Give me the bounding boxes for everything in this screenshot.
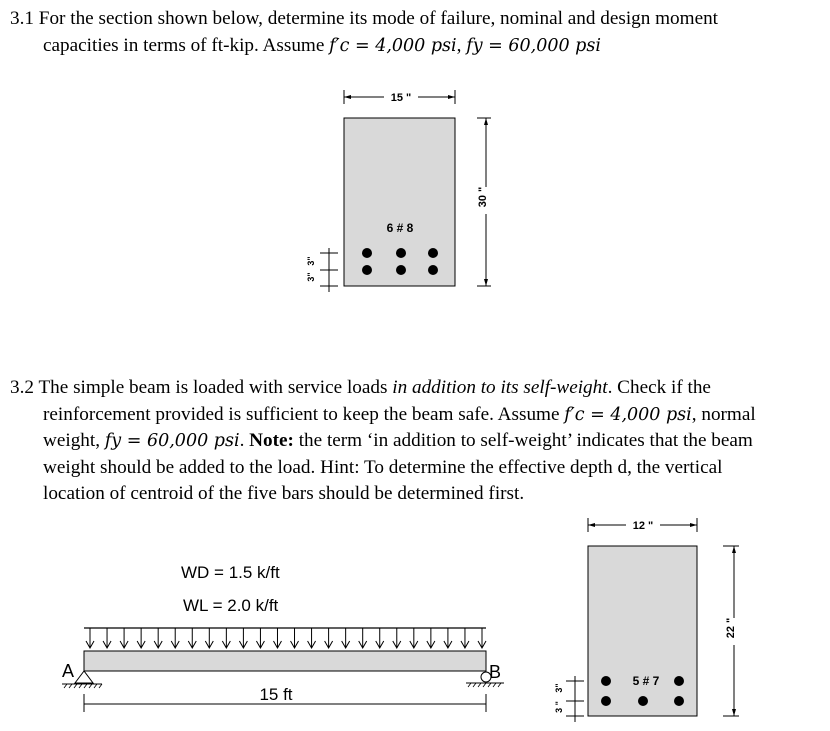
load-arrow: [376, 628, 384, 648]
problem-3-2-text-2b: , normal: [691, 403, 756, 425]
load-arrow: [393, 628, 401, 648]
load-arrow: [308, 628, 316, 648]
cover-dimension: [554, 676, 584, 722]
beam-cross-section: [588, 546, 697, 716]
section-height-label: 22 ": [725, 617, 737, 639]
problem-3-2-text-1a: The simple beam is loaded with service loads: [38, 377, 393, 398]
load-arrow: [188, 628, 196, 648]
load-arrow: [325, 628, 333, 648]
problem-3-2-line-4: weight should be added to the load. Hint: To determine the effective depth d, the vertical: [43, 456, 723, 478]
problem-3-2-text-3c: the term ‘in addition to self-weight’ indicates that the beam: [293, 430, 753, 451]
load-arrow: [359, 628, 367, 648]
cover-label-bottom: 3": [306, 272, 316, 282]
load-arrow: [154, 628, 162, 648]
fc-expression: f′c = 4,000 psi: [329, 35, 457, 56]
load-arrow: [427, 628, 435, 648]
problem-3-1-assume-text: capacities in terms of ft-kip. Assume: [43, 34, 330, 56]
load-arrow: [222, 628, 230, 648]
load-arrow: [478, 628, 486, 648]
rebar: [601, 676, 611, 686]
load-arrow: [342, 628, 350, 648]
load-arrow: [103, 628, 111, 648]
problem-3-2-text-3b: .: [239, 430, 250, 451]
rebar: [638, 696, 648, 706]
problem-3-2-number: 3.2: [10, 377, 34, 398]
load-arrow: [205, 628, 213, 648]
rebar: [601, 696, 611, 706]
rebar: [674, 676, 684, 686]
load-arrow: [86, 628, 94, 648]
section-width-label: 12 ": [632, 520, 654, 532]
cover-label-top: 3": [554, 683, 564, 693]
problem-3-2-text-3a: weight,: [43, 430, 105, 451]
span-label: 15 ft: [259, 685, 293, 704]
live-load-label: WL = 2.0 k/ft: [183, 596, 279, 615]
fc-expression: f′c = 4,000 psi: [564, 404, 692, 425]
problem-3-1-number: 3.1: [10, 8, 34, 29]
bars-label: 6 # 8: [386, 221, 414, 235]
section-height-label: 30 ": [477, 186, 489, 208]
rebar: [674, 696, 684, 706]
self-weight-phrase: in addition to its self-weight: [392, 377, 608, 398]
load-arrow: [120, 628, 128, 648]
load-arrow: [444, 628, 452, 648]
fy-expression: fy = 60,000 psi: [104, 431, 240, 451]
problem-3-1-text: For the section shown below, determine its mode of failure, nominal and design moment: [38, 8, 719, 29]
problem-3-2-text-2a: reinforcement provided is sufficient to keep the beam safe. Assume: [43, 403, 565, 425]
support-a-label: A: [62, 661, 75, 681]
fy-expression: fy = 60,000 psi: [466, 35, 601, 56]
section-width-label: 15 ": [390, 92, 412, 104]
bars-label: 5 # 7: [632, 674, 660, 688]
section-width-dimension: [588, 518, 697, 532]
problem-3-2-text-1b: . Check if the: [607, 377, 711, 398]
load-arrow: [291, 628, 299, 648]
note-label: Note:: [249, 430, 294, 451]
load-arrow: [137, 628, 145, 648]
load-arrow: [410, 628, 418, 648]
problem-3-2-line-5: location of centroid of the five bars should be determined first.: [43, 483, 525, 504]
load-arrow: [256, 628, 264, 648]
load-arrow: [171, 628, 179, 648]
load-arrow: [239, 628, 247, 648]
problem-3-1-line-2: capacities in terms of ft-kip. Assume f′c = 4,000 psi, fy = 60,000 psi: [43, 34, 601, 56]
dead-load-label: WD = 1.5 k/ft: [181, 563, 280, 582]
distributed-load: [84, 628, 486, 648]
beam-body: [84, 651, 486, 671]
load-arrow: [461, 628, 469, 648]
section-height-dimension: [723, 546, 739, 716]
cover-label-top: 3": [306, 256, 316, 266]
support-b-label: B: [489, 662, 502, 682]
load-arrow: [273, 628, 281, 648]
cover-label-bottom: 3 ": [554, 701, 564, 713]
